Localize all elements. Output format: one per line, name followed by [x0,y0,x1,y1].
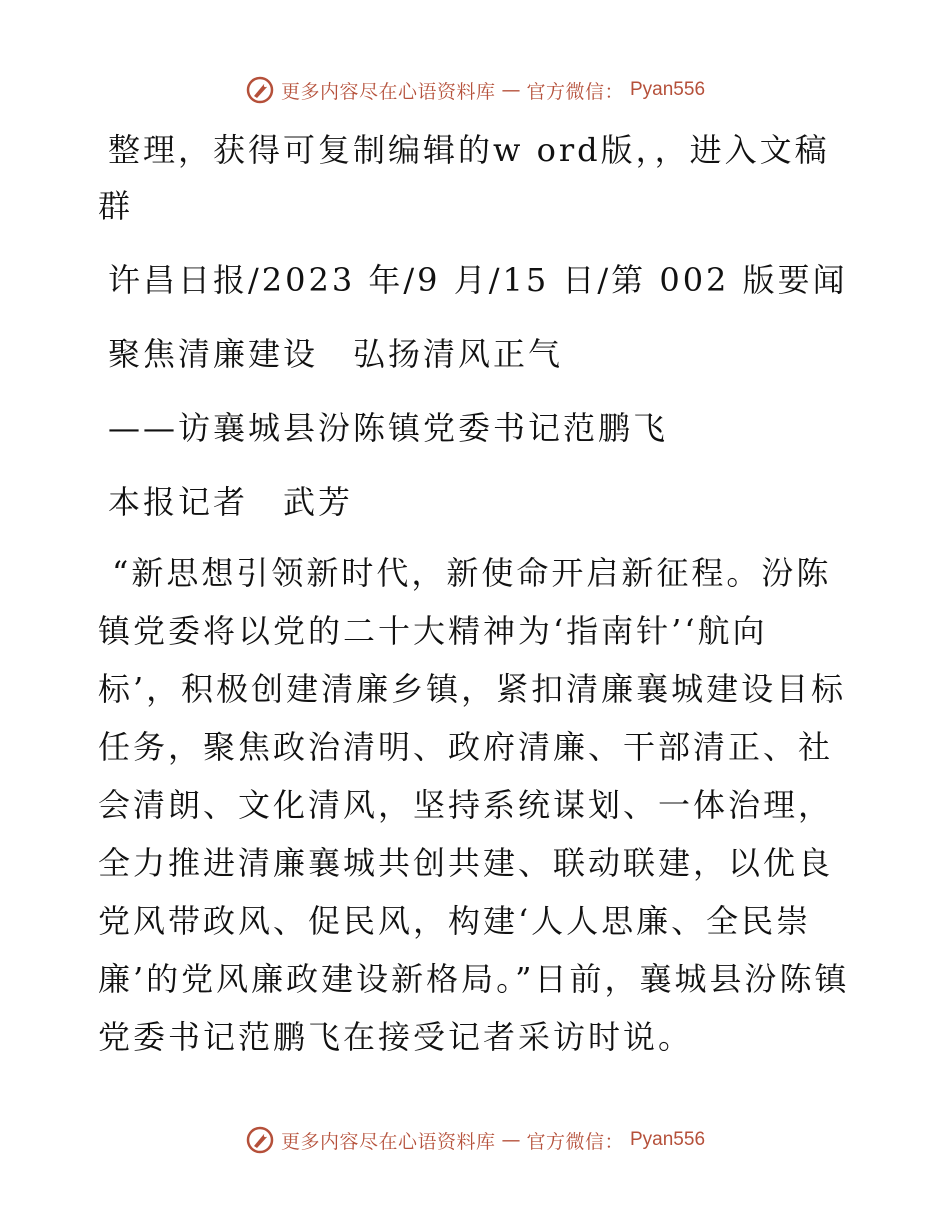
watermark-text: 更多内容尽在心语资料库 [280,80,496,103]
watermark-separator: — [501,1129,521,1151]
source-line: 许昌日报/2023 年/9 月/15 日/第 002 版要闻 [108,261,848,299]
watermark-wechat-label: 官方微信： [526,1130,624,1153]
headline: 聚焦清廉建设 弘扬清风正气 [108,335,564,373]
watermark-text: 更多内容尽在心语资料库 [280,1130,496,1153]
byline: 本报记者 武芳 [108,483,354,521]
watermark-separator: — [501,79,521,101]
pen-nib-circle-icon [245,75,275,105]
intro-line-2: 群 [98,187,134,225]
watermark-wechat-label: 官方微信： [526,80,624,103]
pen-nib-circle-icon [245,1125,275,1155]
subheadline: ——访襄城县汾陈镇党委书记范鹏飞 [108,409,669,447]
watermark-banner-bottom [0,1122,950,1158]
watermark-wechat-id: Pyan556 [630,1129,706,1150]
body-paragraph: “新思想引领新时代，新使命开启新征程。汾陈镇党委将以党的二十大精神为‘指南针’‘航向标’，积极创建清廉乡镇，紧扣清廉襄城建设目标任务，聚焦政治清明、政府清廉、干部清正、社会清朗、文化清风，坚持系统谋划、一体治理，全力推进清廉襄城共创共建、联动联建，以优良党风带政风、促民风，构建‘人人思廉、全民崇廉’的党风廉政建设新格局。”日前，襄城县汾陈镇党委书记范鹏飞在接受记者采访时说。 [98,554,850,1056]
watermark-wechat-id: Pyan556 [630,79,706,100]
intro-line-1: 整理，获得可复制编辑的w ord版，，进入文稿 [108,131,830,169]
document-body [98,122,850,1066]
watermark-banner-top [0,72,950,108]
